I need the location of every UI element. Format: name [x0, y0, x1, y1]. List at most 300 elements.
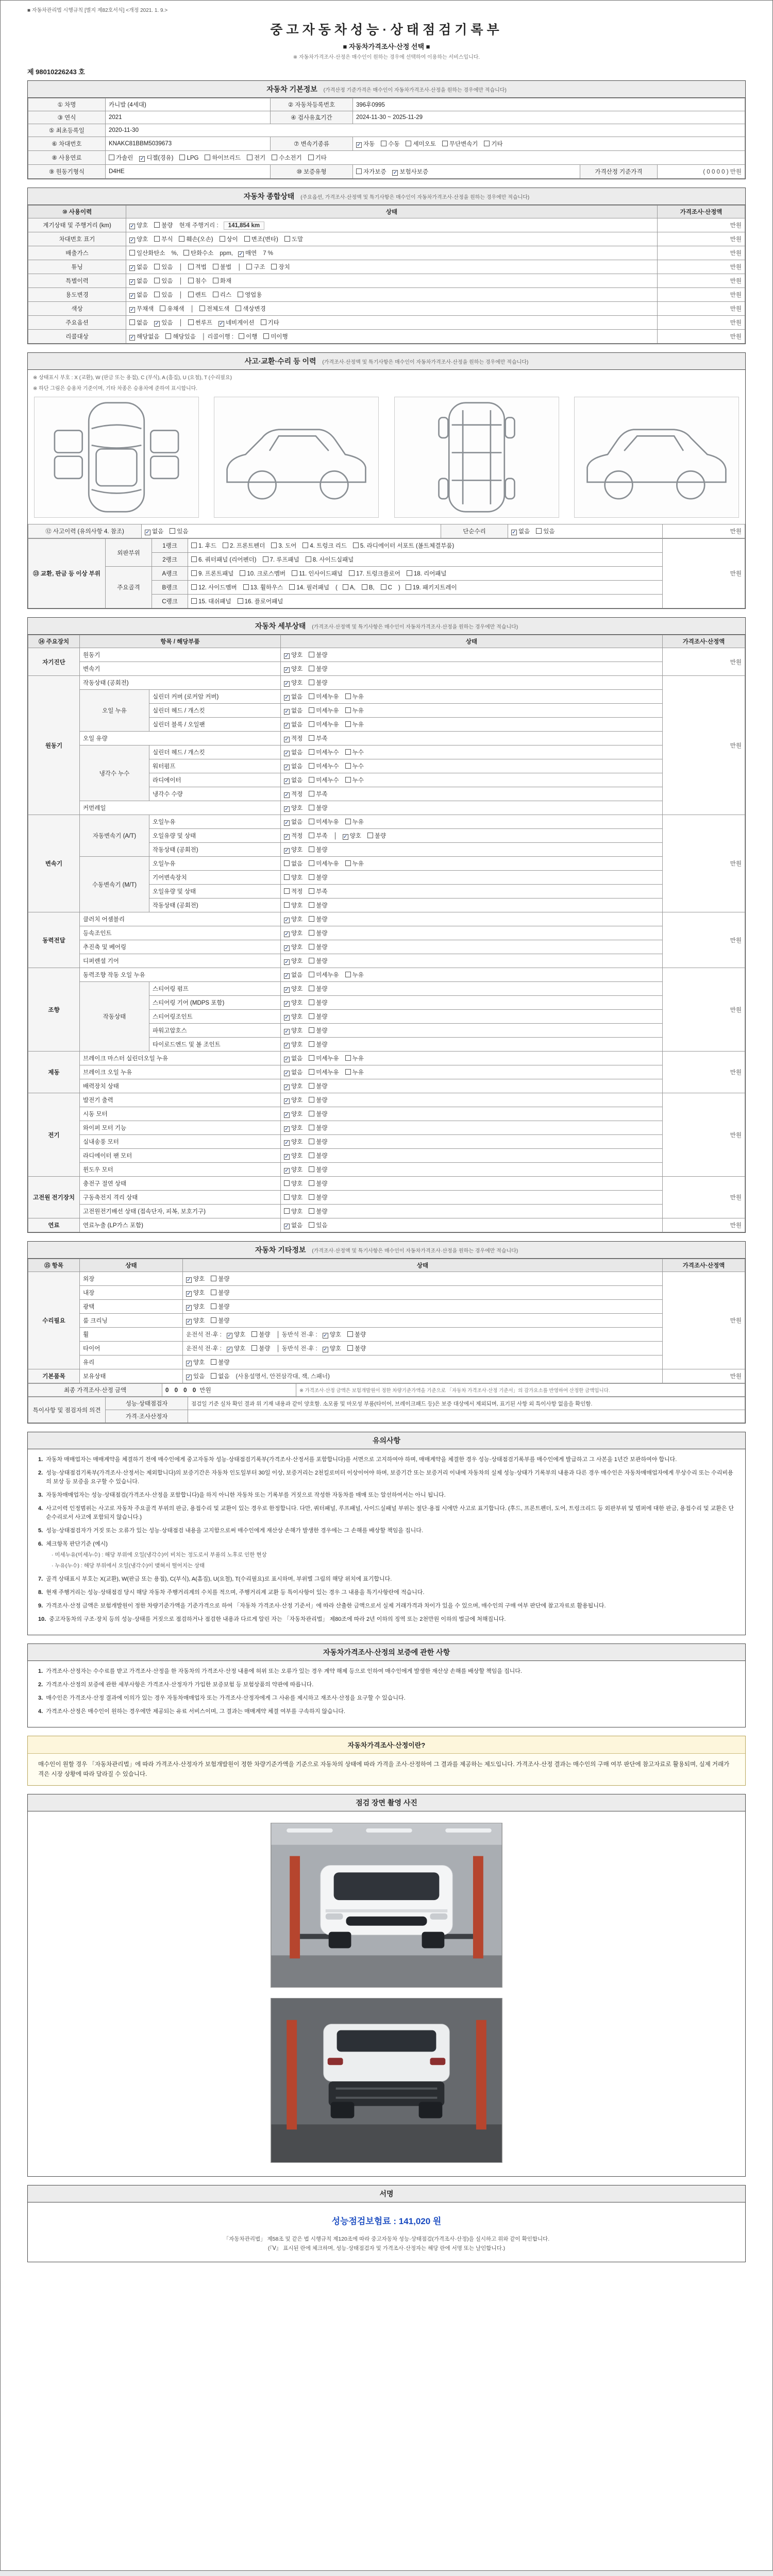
checkbox-box [303, 543, 308, 548]
checkbox-box: ✓ [284, 834, 289, 840]
notice-item [38, 1615, 735, 1624]
notice-number: 1. [38, 1668, 43, 1675]
checkbox [236, 304, 265, 313]
overall-condition-section [27, 188, 746, 344]
checkbox-label: 양호 [329, 1332, 341, 1338]
notice-text: 매수인은 가격조사·산정 결과에 이의가 있는 경우 자동차매매업자 또는 가격조사·산정자에게 그 사유를 제시하고 재조사·산정을 요구할 수 있습니다. [46, 1695, 406, 1702]
field-label: ⑨ 원동기형식 [28, 165, 106, 179]
checkbox [309, 803, 327, 812]
status-cell [281, 940, 663, 954]
status-cell [281, 1024, 663, 1038]
column-header: ⑮ 항목 [28, 1259, 80, 1272]
table-row [28, 1286, 745, 1300]
status-cell [183, 1355, 663, 1369]
checkbox-label: 영업용 [245, 292, 262, 298]
section-title-text: 점검 장면 촬영 사진 [356, 1799, 417, 1807]
checkbox-label: 적정 [291, 791, 303, 798]
inspection-valid-period: 2024-11-30 ~ 2025-11-29 [353, 111, 745, 124]
checkbox [223, 541, 265, 550]
group-label: 변속기 [28, 815, 80, 912]
other-info-section [27, 1241, 746, 1423]
checkbox-box: ✓ [284, 1168, 289, 1174]
group-label: 제동 [28, 1052, 80, 1093]
checkbox-box [309, 958, 314, 963]
checkbox-box: ✓ [284, 1015, 289, 1021]
checkbox [211, 1302, 229, 1311]
section-title-text: 자동차가격조사·산정의 보증에 관한 사항 [323, 1648, 450, 1657]
checkbox-label: 양호 [291, 1083, 303, 1090]
diagram-top-view [34, 397, 199, 518]
usage-item-label: 차대번호 표기 [28, 232, 126, 246]
notice-number: 5. [38, 1528, 43, 1534]
checkbox [309, 775, 339, 785]
group-label: 조향 [28, 968, 80, 1052]
checkbox-checked [145, 527, 163, 536]
checkbox-box [284, 1194, 290, 1200]
checkbox-label: 불량 [218, 1276, 230, 1282]
checkbox-checked [343, 831, 361, 840]
table-row [28, 1093, 745, 1107]
checkbox-label: 불량 [316, 1181, 328, 1187]
item-label: 스티어링 기어 (MDPS 포함) [149, 996, 281, 1010]
checkbox [345, 1067, 364, 1077]
checkbox-box [308, 155, 314, 160]
checkbox-label: 없음 [291, 764, 303, 770]
checkbox-box [261, 319, 266, 325]
status-cell [281, 1065, 663, 1079]
item-label: 작동상태 (공회전) [80, 676, 281, 690]
guarantee-list [28, 1661, 745, 1727]
checkbox [345, 1054, 364, 1063]
price-cell: 만원 [663, 1272, 745, 1369]
checkbox-checked [186, 1358, 205, 1367]
appraiser-role-label: 가격·조사산정자 [106, 1410, 188, 1423]
inline-text: │ [179, 320, 183, 326]
item-label: 충전구 절연 상태 [80, 1177, 281, 1191]
checkbox [309, 928, 327, 938]
checkbox-label: 불량 [316, 1209, 328, 1215]
checkbox-box [309, 1055, 314, 1061]
status-cell [281, 1010, 663, 1024]
checkbox-label: 불량 [218, 1304, 230, 1310]
section-title-text: 자동차 기타정보 [255, 1246, 306, 1254]
checkbox-label: 불량 [316, 1125, 328, 1131]
final-price-note: ※ 가격조사·산정 금액은 보험개발원이 정한 차량기준가액을 기준으로 「자동차 가격조사·산정 기준서」의 감가요소를 반영하여 산정한 금액입니다. [296, 1384, 745, 1397]
checkbox [309, 789, 327, 799]
checkbox-label: 침수 [195, 278, 207, 284]
rank-label: B랭크 [152, 581, 188, 595]
checkbox-box [309, 1194, 314, 1200]
checkbox-box: ✓ [130, 224, 135, 229]
group-label: 원동기 [28, 676, 80, 815]
item-label: 유리 [80, 1355, 183, 1369]
checkbox-label: 없음 [291, 777, 303, 784]
item-label: 윈도우 모터 [80, 1163, 281, 1177]
checkbox-box: ✓ [187, 1375, 191, 1380]
table-row [28, 316, 745, 330]
item-label: 오일누유 [149, 815, 281, 829]
price-cell: 만원 [663, 968, 745, 1052]
checkbox [211, 1358, 229, 1367]
status-cell [126, 274, 658, 288]
checkbox-box: ✓ [284, 751, 289, 756]
table-row [28, 98, 745, 111]
price-guarantee-section [27, 1643, 746, 1727]
checkbox-checked [284, 1054, 303, 1063]
checkbox-label: 없음 [291, 708, 303, 714]
notice-item [38, 1602, 735, 1611]
checkbox-label: 도말 [291, 236, 304, 243]
checkbox-checked [129, 234, 148, 244]
item-label: 오일누유 [149, 857, 281, 871]
checkbox-box: ✓ [284, 723, 289, 728]
checkbox-label: 17. 트렁크플로어 [356, 571, 400, 577]
checkbox-box [381, 584, 386, 590]
checkbox-box [309, 1097, 314, 1103]
checkbox-label: 양호 [291, 958, 303, 964]
field-label: ⑦ 변속기종류 [271, 137, 353, 151]
price-cell: 만원 [658, 232, 745, 246]
item-label: 추진축 및 베어링 [80, 940, 281, 954]
checkbox [251, 1330, 270, 1339]
checkbox-box [211, 1317, 216, 1323]
form-reference: ■ 자동차관리법 시행규칙 [별지 제82호서식] <개정 2021. 1. 9.> [27, 8, 168, 13]
table-row [28, 1149, 745, 1163]
checkbox-label: 있음 [193, 1374, 205, 1380]
checkbox-label: 장치 [278, 264, 290, 270]
checkbox-box: ✓ [130, 238, 135, 243]
diagram-underbody-view [394, 397, 559, 518]
checkbox [309, 817, 339, 826]
checkbox [284, 234, 303, 244]
checkbox [129, 318, 148, 327]
checkbox-label: 9. 프론트패널 [198, 571, 234, 577]
checkbox-box [306, 556, 311, 562]
field-label: ⑤ 최초등록일 [28, 124, 106, 137]
checkbox-checked [284, 817, 303, 826]
notice-number: 6. [38, 1541, 43, 1548]
checkbox-label: 양호 [291, 1014, 303, 1020]
status-cell [126, 260, 658, 274]
section-title-note: (가격조사·산정액 및 특기사항은 매수인이 자동차가격조사·산정을 원하는 경우에만 적습니다) [312, 624, 518, 630]
checkbox-label: 누수 [352, 777, 364, 784]
checkbox-label: 양호 [137, 236, 148, 243]
checkbox [309, 720, 339, 729]
inspection-insurance-premium [35, 2214, 738, 2227]
checkbox-box [251, 1345, 257, 1351]
table-row [28, 330, 745, 344]
table-row [28, 912, 745, 926]
checkbox-label: 기타 [491, 141, 503, 147]
checkbox-box [345, 777, 351, 783]
item-label: 브레이크 오일 누유 [80, 1065, 281, 1079]
checkbox-label: 있음 [161, 292, 173, 298]
accident-history-table [28, 524, 745, 538]
checkbox-label: 양호 [291, 1111, 303, 1117]
checkbox-box [191, 598, 197, 604]
checkbox-label: 불량 [316, 1111, 328, 1117]
opinion-table [28, 1397, 745, 1423]
inline-text: │ [179, 292, 183, 298]
checkbox-checked [227, 1344, 245, 1353]
checkbox-box [309, 680, 314, 685]
engine-code: D4HE [106, 165, 271, 179]
checkbox-box [345, 972, 351, 977]
checkbox-label: 부족 [316, 791, 328, 798]
checkbox [243, 583, 283, 592]
table-row [28, 1300, 745, 1314]
usage-item-label: 튜닝 [28, 260, 126, 274]
detailed-condition-title [28, 618, 745, 635]
vehicle-diagrams [28, 392, 745, 524]
signature-title [28, 2185, 745, 2202]
table-row [28, 124, 745, 137]
table-row [28, 648, 745, 662]
notice-item [38, 1667, 735, 1676]
checkbox [345, 817, 364, 826]
status-cell [126, 288, 658, 302]
checkbox-box [170, 528, 175, 534]
checkbox-label: 불량 [374, 833, 386, 839]
table-row [28, 1272, 745, 1286]
checkbox-box [240, 570, 245, 576]
checkbox [154, 290, 173, 299]
section-title-text: 자동차 종합상태 [243, 192, 295, 200]
checkbox-box [211, 1373, 216, 1379]
checkbox-box [536, 528, 542, 534]
checkbox-box [309, 1111, 314, 1116]
checkbox-label: 불법 [220, 264, 232, 270]
checkbox-box: ✓ [284, 1224, 289, 1229]
checkbox-label: 네비게이션 [225, 320, 255, 326]
checkbox [309, 1179, 327, 1188]
status-cell [281, 871, 663, 885]
checkbox [272, 153, 301, 162]
checkbox-box [154, 278, 160, 283]
checkbox-label: 기타 [315, 155, 327, 161]
checkbox-label: 12. 사이드멤버 [198, 585, 237, 591]
checkbox-box: ✓ [284, 1084, 289, 1090]
checkbox [536, 527, 554, 536]
column-header: 상태 [281, 635, 663, 648]
item-label: 광택 [80, 1300, 183, 1314]
checkbox-box [213, 292, 219, 297]
checkbox [407, 569, 447, 578]
group-label: 자기진단 [28, 648, 80, 676]
checkbox-box: ✓ [323, 1333, 328, 1338]
checkbox-label: 불량 [218, 1290, 230, 1296]
checkbox-box: ✓ [130, 307, 135, 313]
checkbox-label: 세미오토 [413, 141, 436, 147]
checkbox-label: 자동 [363, 141, 375, 147]
checkbox-label: 불량 [316, 930, 328, 937]
checkbox-label: 있음 [316, 1223, 328, 1229]
checkbox [309, 845, 327, 854]
item-label: 룸 크리닝 [80, 1314, 183, 1328]
checkbox [309, 748, 339, 757]
checkbox-box [309, 1166, 314, 1172]
checkbox-box [309, 888, 314, 894]
checkbox [284, 901, 303, 910]
checkbox [309, 706, 339, 715]
sub-group-label: 수동변속기 (M/T) [80, 857, 149, 912]
checkbox-box: ✓ [284, 1154, 289, 1160]
checkbox-box [345, 721, 351, 727]
status-cell [188, 553, 663, 567]
checkbox-checked [284, 1109, 303, 1118]
checkbox [170, 527, 188, 536]
item-label: 라디에이터 팬 모터 [80, 1149, 281, 1163]
checkbox-label: C [388, 585, 392, 591]
checkbox-checked [186, 1274, 205, 1283]
table-row [28, 801, 745, 815]
appraiser-opinion-text [188, 1410, 745, 1423]
final-price-unit: 만원 [199, 1387, 211, 1394]
price-cell: 만원 [663, 1369, 745, 1383]
table-row [28, 690, 745, 704]
checkbox-label: 양호 [291, 1139, 303, 1145]
checkbox-box [309, 693, 314, 699]
checkbox-label: 불량 [316, 903, 328, 909]
item-label: 배력장치 상태 [80, 1079, 281, 1093]
table-row [28, 954, 745, 968]
checkbox-label: 변조(변타) [251, 236, 278, 243]
checkbox-label: 없음 [137, 264, 148, 270]
status-cell [126, 218, 658, 232]
checkbox-box [406, 141, 411, 146]
checkbox-box [289, 584, 295, 590]
inline-text: ( [335, 585, 338, 591]
checkbox-box [309, 1139, 314, 1144]
checkbox-label: 없음 [291, 972, 303, 978]
checkbox-box: ✓ [145, 530, 150, 535]
usage-item-label: 계기상태 및 주행거리 (km) [28, 218, 126, 232]
checkbox [309, 956, 327, 965]
checkbox-label: 2. 프론트펜더 [230, 543, 265, 549]
checkbox-checked [186, 1371, 205, 1381]
detailed-condition-table [28, 635, 745, 1232]
section-title-note: (가격산정 기준가격은 매수인이 자동차가격조사·산정을 원하는 경우에만 적습니다) [323, 88, 507, 93]
checkbox [309, 1165, 327, 1174]
checkbox [188, 262, 207, 272]
checkbox [343, 584, 356, 591]
inline-text: ) [398, 585, 400, 591]
checkbox-label: 3. 도어 [278, 543, 297, 549]
checkbox-box: ✓ [284, 918, 289, 923]
premium-label: 성능점검보험료 : [331, 2216, 396, 2227]
section-title-text: 자동차 기본정보 [266, 85, 317, 93]
checkbox-box: ✓ [187, 1361, 191, 1366]
accident-history-label: ⑫ 사고이력 (유의사항 4. 참조) [28, 524, 142, 538]
item-label: 워터펌프 [149, 759, 281, 773]
checkbox-box: ✓ [323, 1347, 328, 1352]
status-cell [188, 567, 663, 581]
status-cell [281, 899, 663, 912]
checkbox [154, 221, 173, 230]
checkbox [347, 1344, 366, 1353]
table-row [28, 218, 745, 232]
status-cell [281, 1218, 663, 1232]
checkbox [345, 859, 364, 868]
overall-condition-table [28, 205, 745, 344]
checkbox-box [243, 584, 249, 590]
checkbox-box [292, 570, 297, 576]
checkbox-label: 없음 [137, 320, 148, 326]
checkbox-label: 양호 [291, 805, 303, 811]
status-cell [126, 232, 658, 246]
status-cell [281, 926, 663, 940]
status-cell [183, 1272, 663, 1286]
checkbox [442, 139, 478, 148]
checkbox-label: 없음 [291, 1070, 303, 1076]
checkbox-label: 적정 [291, 889, 303, 895]
price-appraisal-definition-box [27, 1736, 746, 1786]
group-label: 연료 [28, 1218, 80, 1232]
checkbox-box [191, 584, 197, 590]
diagram-basis-legend: ※ 하단 그림은 승용차 기준이며, 기타 차종은 승용차에 준하여 표시합니다. [33, 386, 198, 392]
checkbox [345, 720, 364, 729]
item-label: 동력조향 작동 오일 누유 [80, 968, 281, 982]
checkbox-box [179, 155, 185, 160]
status-cell [281, 718, 663, 732]
notice-item [38, 1455, 735, 1464]
checkbox [211, 1274, 229, 1283]
status-cell [183, 1286, 663, 1300]
sub-group-label: 오일 누유 [80, 690, 149, 732]
field-label: ③ 연식 [28, 111, 106, 124]
status-cell [281, 1135, 663, 1149]
checkbox-label: 양호 [291, 1000, 303, 1006]
checkbox-label: 불량 [316, 1028, 328, 1034]
status-cell [183, 1369, 663, 1383]
status-cell [281, 662, 663, 676]
status-cell [281, 829, 663, 843]
item-label: 디퍼렌셜 기어 [80, 954, 281, 968]
checkbox-label: 양호 [233, 1332, 246, 1338]
notice-section [27, 1432, 746, 1635]
section-title-text: 자동차 세부상태 [255, 622, 306, 630]
checkbox [246, 262, 265, 272]
checkbox-box: ✓ [227, 1333, 232, 1338]
checkbox-box [160, 306, 165, 311]
checkbox-label: 리스 [220, 292, 232, 298]
checkbox-label: 양호 [291, 930, 303, 937]
table-row [28, 1384, 745, 1397]
notice-number: 3. [38, 1492, 43, 1499]
notice-subitem: · 누유(누수) : 해당 부위에서 오일(냉각수)이 맺혀서 떨어지는 상태 [52, 1563, 205, 1569]
checkbox [261, 318, 279, 327]
table-row [28, 1079, 745, 1093]
checkbox-checked [284, 1165, 303, 1174]
checkbox-box [345, 860, 351, 866]
checkbox [345, 692, 364, 701]
checkbox-box [238, 292, 243, 297]
checkbox-label: 없음 [137, 292, 148, 298]
checkbox-box [211, 1303, 216, 1309]
checkbox-label: 색상변경 [243, 306, 266, 312]
group-label: 동력전달 [28, 912, 80, 968]
status-cell [281, 954, 663, 968]
status-cell [281, 704, 663, 718]
notice-item [38, 1504, 735, 1522]
checkbox-box [179, 236, 184, 242]
checkbox-box: ✓ [393, 170, 398, 176]
document-subtitle: ■ 자동차가격조사·산정 선택 ■ [343, 43, 430, 50]
checkbox-label: 1. 후드 [198, 543, 217, 549]
usage-item-label: 주요옵션 [28, 316, 126, 330]
checkbox-label: 없음 [291, 1056, 303, 1062]
checkbox-label: 14. 필러패널 [296, 585, 329, 591]
